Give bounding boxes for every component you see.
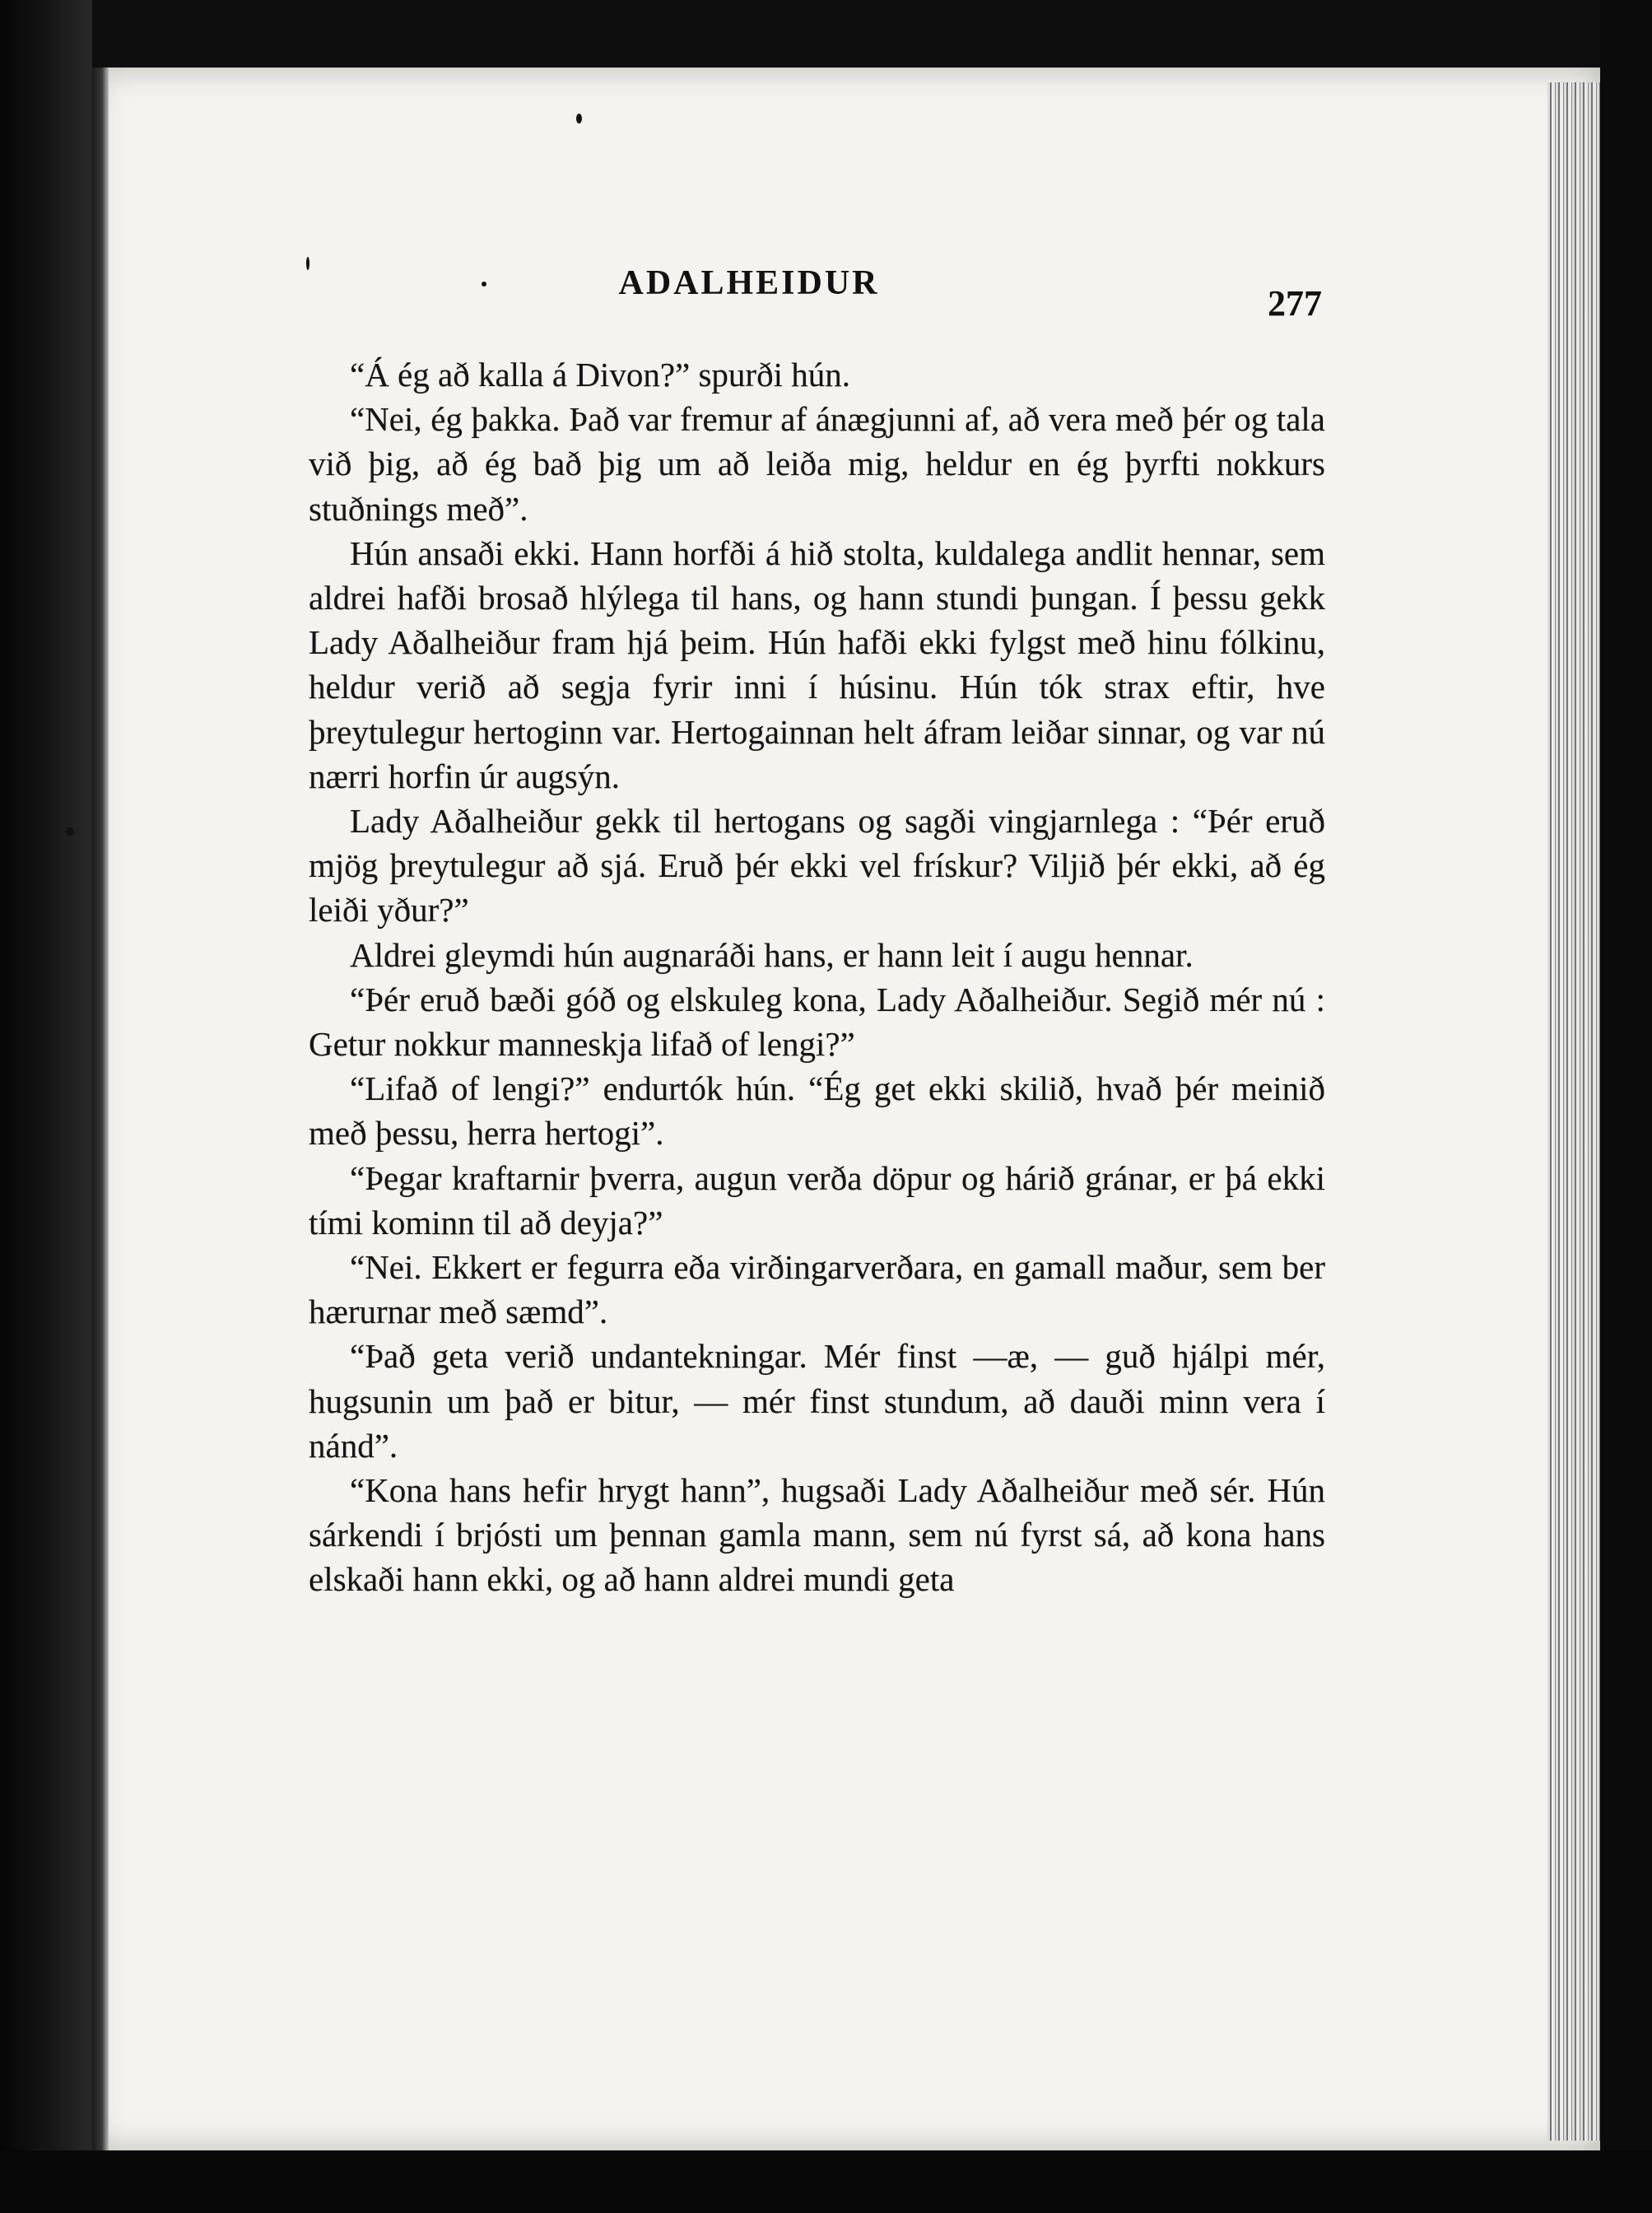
scan-speck — [66, 827, 74, 836]
scan-speck — [306, 257, 309, 270]
body-text — [309, 352, 1325, 1602]
scan-speck — [576, 114, 582, 123]
scan-bottom-border — [0, 2150, 1652, 2213]
paragraph: “Á ég að kalla á Divon?” spurði hún. — [350, 356, 850, 394]
paragraph: Aldrei gleymdi hún augnaráði hans, er hann leit í augu hennar. — [350, 935, 1194, 974]
page-edge-stack — [1547, 82, 1600, 2141]
paragraph: “Nei, ég þakka. Það var fremur af ánægjunni af, að vera með þér og tala við þig, að ég bað þig um að leiða mig, heldur en ég þyrfti nokkurs stuðnings með”. — [309, 400, 1325, 528]
paragraph: Hún ansaði ekki. Hann horfði á hið stolta, kuldalega andlit hennar, sem aldrei hafði brosað hlýlega til hans, og hann stundi þungan. Í þessu gekk Lady Aðalheiður fram hjá þeim. Hún hafði ekki fylgst með hinu fólkinu, heldur verið að segja fyrir inni í húsinu. Hún tók strax eftir, hve þreytulegur hertoginn var. Hertogainnan helt áfram leiðar sinnar, og var nú nærri horfin úr augsýn. — [309, 533, 1325, 795]
paragraph: “Þér eruð bæði góð og elskuleg kona, Lady Aðalheiður. Segið mér nú : Getur nokkur manneskja lifað of lengi?” — [309, 980, 1325, 1064]
page-number: 277 — [1268, 283, 1322, 324]
paragraph: “Lifað of lengi?” endurtók hún. “Ég get ekki skilið, hvað þér meinið með þessu, herra hertogi”. — [309, 1069, 1325, 1153]
paragraph: Lady Aðalheiður gekk til hertogans og sagði vingjarnlega : “Þér eruð mjög þreytulegur að sjá. Eruð þér ekki vel frískur? Viljið þér ekki, að ég leiði yður?” — [309, 802, 1325, 929]
paragraph: “Nei. Ekkert er fegurra eða virðingarverðara, en gamall maður, sem ber hærurnar með sæmd”. — [309, 1248, 1325, 1331]
scan-left-border — [0, 0, 92, 2213]
paragraph: “Þegar kraftarnir þverra, augun verða döpur og hárið gránar, er þá ekki tími kominn til að deyja?” — [309, 1158, 1325, 1242]
paragraph: “Það geta verið undantekningar. Mér finst —æ, — guð hjálpi mér, hugsunin um það er bitur, — mér finst stundum, að dauði minn vera í nánd”. — [309, 1337, 1325, 1465]
scan-right-border — [1600, 0, 1652, 2213]
paragraph: “Kona hans hefir hrygt hann”, hugsaði Lady Aðalheiður með sér. Hún sárkendi í brjósti um þennan gamla mann, sem nú fyrst sá, að kona hans elskaði hann ekki, og að hann aldrei mundi geta — [309, 1471, 1325, 1599]
scan-speck — [482, 282, 486, 287]
page-binding-shadow — [92, 68, 109, 2150]
running-title: ADALHEIDUR — [618, 264, 880, 302]
